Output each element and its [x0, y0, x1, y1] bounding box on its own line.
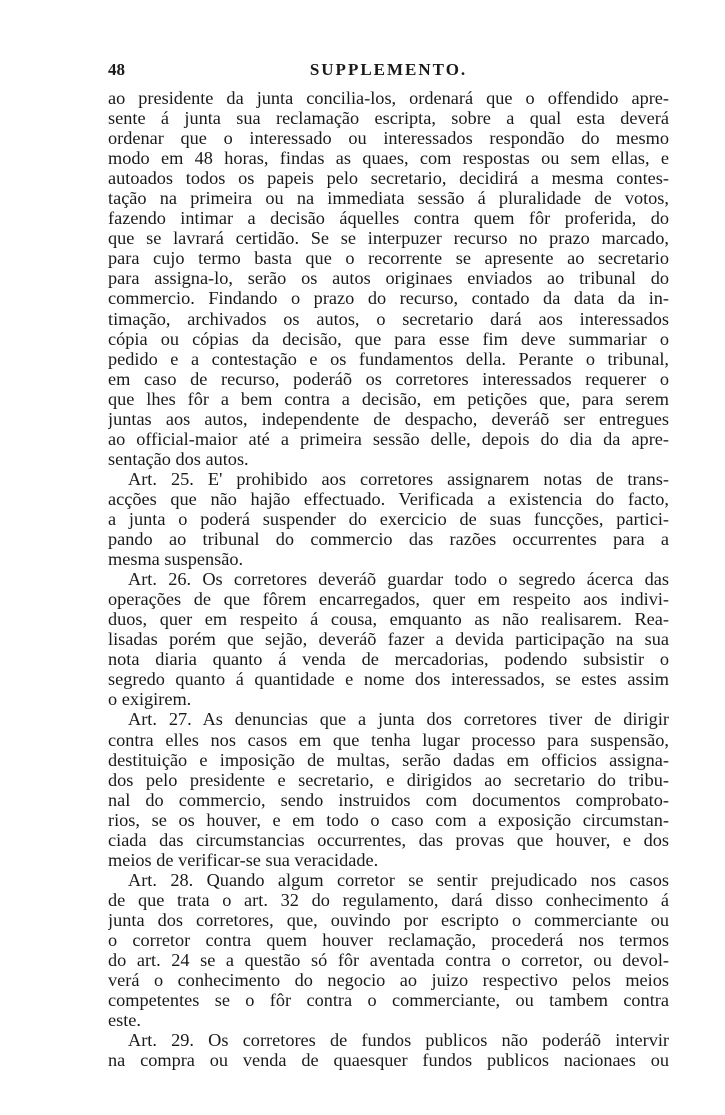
paragraph	[108, 709, 669, 869]
text-line: meios de verificar-se sua veracidade.	[108, 849, 379, 870]
running-title: SUPPLEMENTO.	[309, 60, 468, 79]
text-line: operações de que fôrem encarregados, quer em respeito aos indivi-	[108, 589, 669, 610]
text-line: nal do commercio, sendo instruidos com documentos comprobato-	[108, 789, 669, 810]
text-line: timação, archivados os autos, o secretario dará aos interessados	[108, 308, 669, 329]
text-line: tação na primeira ou na immediata sessão á pluralidade de votos,	[108, 188, 669, 209]
text-line: para assigna-lo, serão os autos originaes enviados ao tribunal do	[108, 268, 669, 289]
text-line: modo em 48 horas, findas as quaes, com respostas ou sem ellas, e	[108, 148, 669, 169]
text-line: Art. 26. Os corretores deveráõ guardar todo o segredo ácerca das	[128, 569, 669, 590]
text-line: Art. 28. Quando algum corretor se sentir prejudicado nos casos	[128, 869, 669, 890]
text-line: acções que não hajão effectuado. Verificada a existencia do facto,	[108, 488, 669, 509]
text-line: do art. 24 se a questão só fôr aventada contra o corretor, ou devol-	[108, 950, 669, 971]
text-line: pedido e a contestação e os fundamentos della. Perante o tribunal,	[108, 348, 669, 369]
text-line: Art. 25. E' prohibido aos corretores assignarem notas de trans-	[128, 468, 669, 489]
text-line: pando ao tribunal do commercio das razões occurrentes para a	[108, 529, 669, 550]
paragraph	[108, 469, 669, 569]
body-text	[108, 88, 669, 1070]
text-line: lisadas porém que sejão, deveráõ fazer a devida participação na sua	[108, 629, 669, 650]
text-line: competentes se o fôr contra o commerciante, ou tambem contra	[108, 990, 669, 1011]
paragraph	[108, 569, 669, 709]
page-header	[108, 58, 669, 88]
text-line: dos pelo presidente e secretario, e dirigidos ao secretario do tribu-	[108, 769, 669, 790]
text-line: destituição e imposição de multas, serão dadas em officios assigna-	[108, 749, 669, 770]
paragraph	[108, 870, 669, 1030]
text-line: em caso de recurso, poderáõ os corretores interessados requerer o	[108, 368, 669, 389]
text-line: contra elles nos casos em que tenha lugar processo para suspensão,	[108, 729, 669, 750]
text-line: a junta o poderá suspender do exercicio de suas funcções, partici-	[108, 508, 669, 529]
text-line: commercio. Findando o prazo do recurso, contado da data da in-	[108, 288, 669, 309]
text-line: ao presidente da junta concilia-los, ordenará que o offendido apre-	[108, 88, 669, 108]
text-line: para cujo termo basta que o recorrente se apresente ao secretario	[108, 248, 669, 269]
text-line: sentação dos autos.	[108, 448, 249, 469]
text-line: ao official-maior até a primeira sessão delle, depois do dia da apre-	[108, 428, 669, 449]
text-line: junta dos corretores, que, ouvindo por escripto o commerciante ou	[108, 909, 669, 930]
text-line: juntas aos autos, independente de despacho, deveráõ ser entregues	[108, 408, 669, 429]
text-line: sente á junta sua reclamação escripta, sobre a qual esta deverá	[108, 108, 669, 129]
text-line: autoados todos os papeis pelo secretario, decidirá a mesma contes-	[108, 168, 669, 189]
text-line: este.	[108, 1010, 141, 1031]
text-line: segredo quanto á quantidade e nome dos interessados, se estes assim	[108, 669, 669, 690]
text-line: verá o conhecimento do negocio ao juizo respectivo pelos meios	[108, 970, 669, 991]
text-line: duos, quer em respeito á cousa, emquanto as não realisarem. Rea-	[108, 609, 669, 630]
paragraph	[108, 88, 669, 469]
document-page	[108, 58, 669, 1070]
text-line: Art. 27. As denuncias que a junta dos corretores tiver de dirigir	[128, 709, 669, 730]
text-line: que lhes fôr a bem contra a decisão, em petições que, para serem	[108, 388, 669, 409]
text-line: ciada das circumstancias occurrentes, das provas que houver, e dos	[108, 829, 669, 850]
text-line: que se lavrará certidão. Se se interpuzer recurso no prazo marcado,	[108, 228, 669, 249]
page-number: 48	[108, 60, 125, 79]
text-line: de que trata o art. 32 do regulamento, dará disso conhecimento á	[108, 889, 669, 910]
text-line: Art. 29. Os corretores de fundos publicos não poderáõ intervir	[128, 1030, 669, 1051]
text-line: rios, se os houver, e em todo o caso com a exposição circumstan-	[108, 809, 669, 830]
paragraph	[108, 1030, 669, 1070]
text-line: fazendo intimar a decisão áquelles contra quem fôr proferida, do	[108, 208, 669, 229]
text-line: nota diaria quanto á venda de mercadorias, podendo subsistir o	[108, 649, 669, 670]
text-line: o exigirem.	[108, 689, 192, 710]
text-line: na compra ou venda de quaesquer fundos publicos nacionaes ou	[108, 1050, 669, 1071]
text-line: o corretor contra quem houver reclamação, procederá nos termos	[108, 929, 669, 950]
text-line: ordenar que o interessado ou interessados respondão do mesmo	[108, 128, 669, 149]
text-line: mesma suspensão.	[108, 549, 244, 570]
text-line: cópia ou cópias da decisão, que para esse fim deve summariar o	[108, 328, 669, 349]
